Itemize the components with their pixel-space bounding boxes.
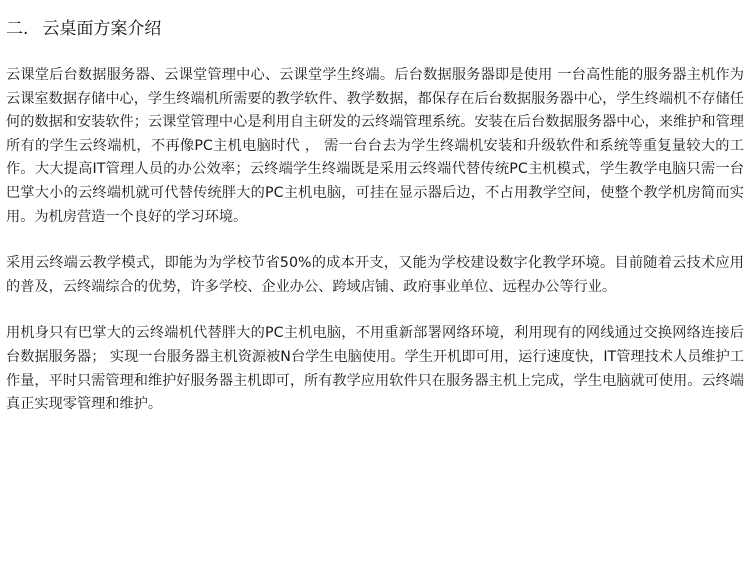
section-number: 二. bbox=[6, 19, 29, 39]
paragraph-cost-benefits: 采用云终端云教学模式，即能为为学校节省50%的成本开支，又能为学校建设数字化教学环境。目前随着云技术应用的普及，云终端综合的优势，许多学校、企业办公、跨域店铺、政府事业单位、远程办公等行业。 bbox=[6, 255, 744, 295]
paragraph-architecture: 云课堂后台数据服务器、云课堂管理中心、云课堂学生终端。后台数据服务器即是使用 一台高性能的服务器主机作为云课室数据存储中心，学生终端机所需要的教学软件、教学数据，都保存在后台数据服务器中心，学生终端机不存储任何的数据和安装软件；云课堂管理中心是利用自主研发的云终端管理系统。安装在后台数据服务器中心，来维护和管理所有的学生云终端机，不再像PC主机电脑时代 ， 需一台台去为学生终端机安装和升级软件和系统等重复量较大的工作。大大提高IT管理人员的办公效率；云终端学生终端既是采用云终端代替传统PC主机模式，学生教学电脑只需一台巴掌大小的云终端机就可代替传统胖大的PC主机电脑，可挂在显示器后边，不占用教学空间，使整个教学机房简而实用。为机房营造一个良好的学习环境。 bbox=[6, 67, 744, 225]
paragraph-deployment: 用机身只有巴掌大的云终端机代替胖大的PC主机电脑，不用重新部署网络环境，利用现有的网线通过交换网络连接后台数据服务器； 实现一台服务器主机资源被N台学生电脑使用。学生开机即可用，运行速度快，IT管理技术人员维护工作量，平时只需管理和维护好服务器主机即可，所有教学应用软件只在服务器主机上完成，学生电脑就可使用。云终端真正实现零管理和维护。 bbox=[6, 325, 744, 413]
document-page bbox=[6, 0, 744, 417]
section-heading bbox=[6, 19, 744, 39]
section-title: 云桌面方案介绍 bbox=[42, 19, 162, 39]
